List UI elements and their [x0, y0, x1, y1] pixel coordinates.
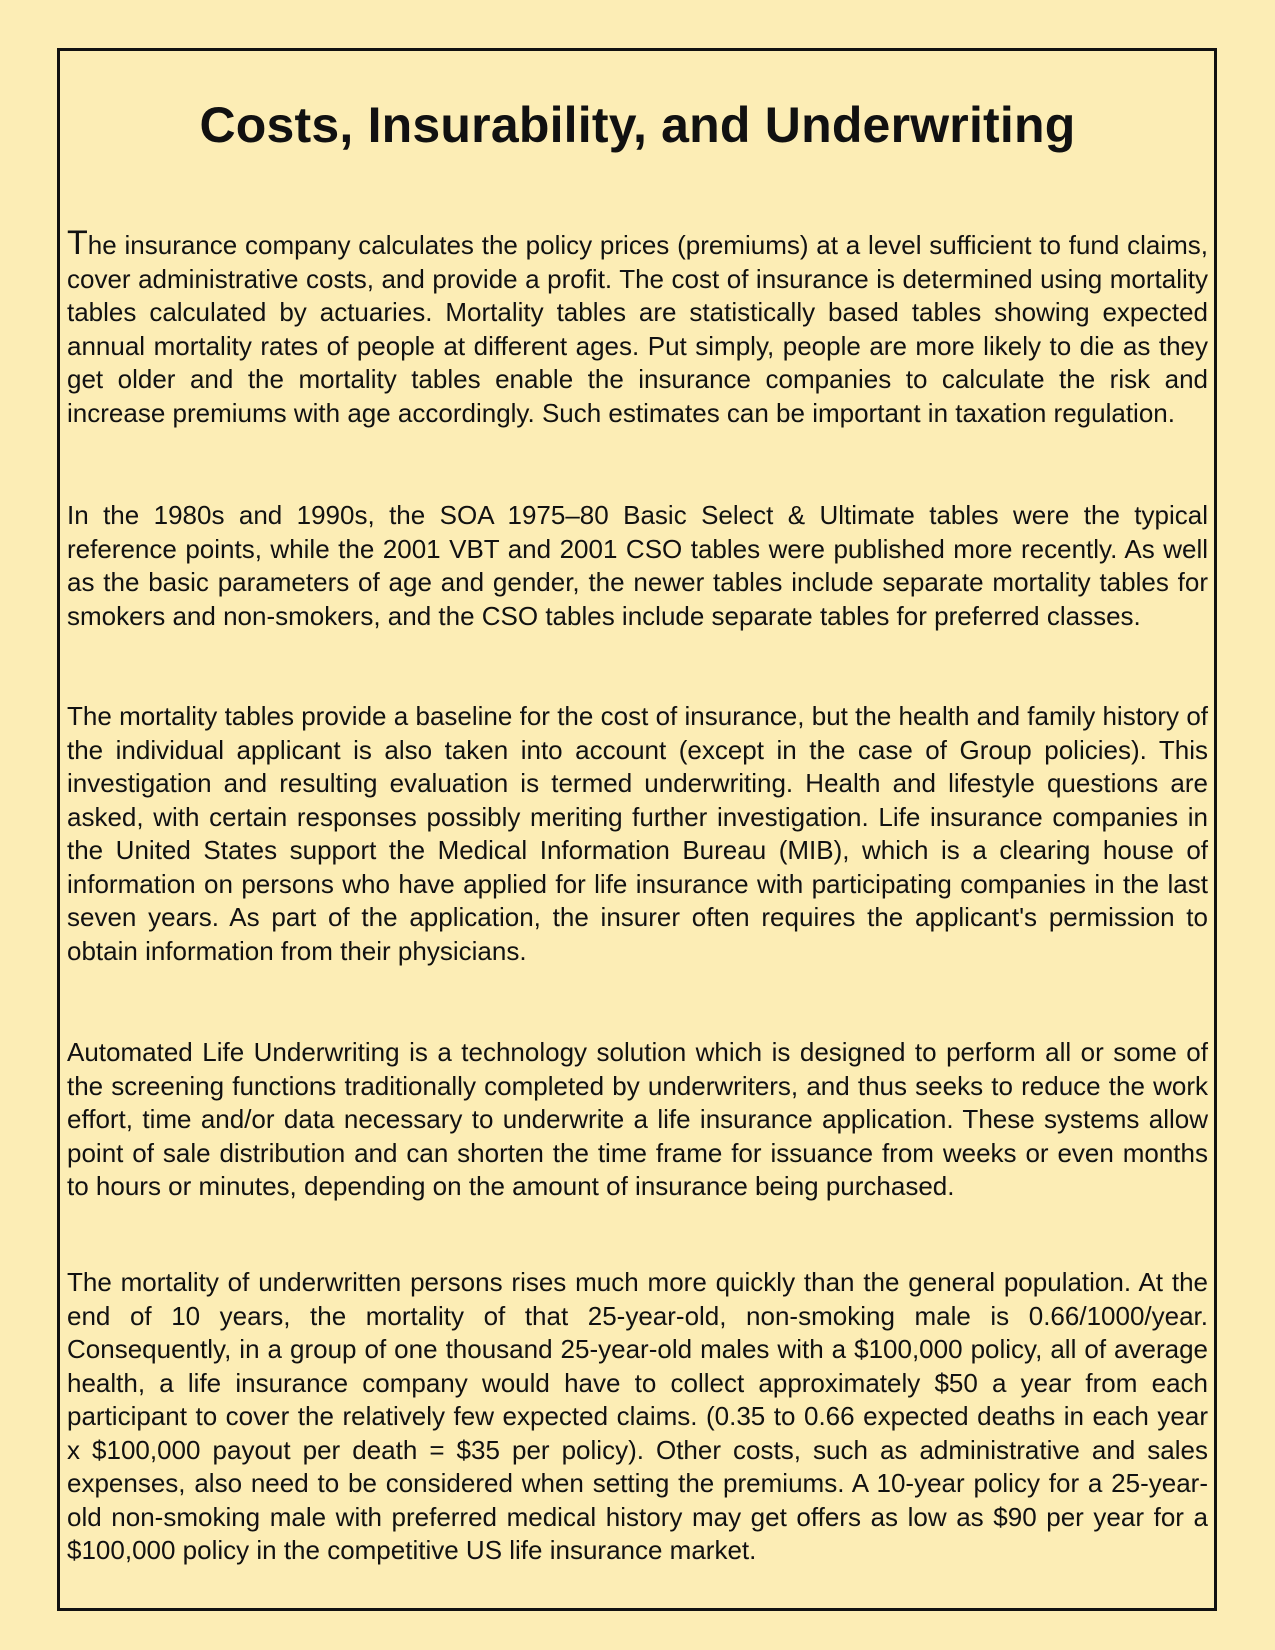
paragraph-mortality-of-underwritten	[67, 1266, 1208, 1568]
paragraph-text: In the 1980s and 1990s, the SOA 1975–80 Basic Select & Ultimate tables were the typical reference points, while the 2001 VBT and 2001 CSO tables were published more recently. As well as the basic parameters of age and gender, the newer tables include separate mortality tables for smokers and non-smokers, and the CSO tables include separate tables for preferred classes.	[67, 500, 1208, 631]
drop-cap: T	[67, 224, 88, 262]
paragraph-mortality-tables-history	[67, 499, 1208, 633]
paragraph-text: The mortality of underwritten persons rises much more quickly than the general population. At the end of 10 years, the mortality of that 25-year-old, non-smoking male is 0.66/1000/year. Consequently, in a group of one thousand 25-year-old males with a $100,000 policy, all of average health, a life insurance company would have to collect approximately $50 a year from each participant to cover the relatively few expected claims. (0.35 to 0.66 expected deaths in each year x $100,000 payout per death = $35 per policy). Other costs, such as administrative and sales expenses, also need to be considered when setting the premiums. A 10-year policy for a 25-year-old non-smoking male with preferred medical history may get offers as low as $90 per year for a $100,000 policy in the competitive US life insurance market.	[67, 1267, 1208, 1565]
paragraph-text: Automated Life Underwriting is a technology solution which is designed to perform all or some of the screening functions traditionally completed by underwriters, and thus seeks to reduce the work effort, time and/or data necessary to underwrite a life insurance application. These systems allow point of sale distribution and can shorten the time frame for issuance from weeks or even months to hours or minutes, depending on the amount of insurance being purchased.	[67, 1037, 1208, 1201]
page-title: Costs, Insurability, and Underwriting	[199, 97, 1076, 153]
paragraph-text: he insurance company calculates the policy prices (premiums) at a level sufficient to fund claims, cover administrative costs, and provide a profit. The cost of insurance is determined using mortality tables calculated by actuaries. Mortality tables are statistically based tables showing expected annual mortality rates of people at different ages. Put simply, people are more likely to die as they get older and the mortality tables enable the insurance companies to calculate the risk and increase premiums with age accordingly. Such estimates can be important in taxation regulation.	[67, 230, 1208, 428]
paragraph-underwriting	[67, 700, 1208, 968]
paragraph-automated-underwriting	[67, 1036, 1208, 1204]
paragraph-text: The mortality tables provide a baseline for the cost of insurance, but the health and family history of the individual applicant is also taken into account (except in the case of Group policies). This investigation and resulting evaluation is termed underwriting. Health and lifestyle questions are asked, with certain responses possibly meriting further investigation. Life insurance companies in the United States support the Medical Information Bureau (MIB), which is a clearing house of information on persons who have applied for life insurance with participating companies in the last seven years. As part of the application, the insurer often requires the applicant's permission to obtain information from their physicians.	[67, 701, 1208, 966]
paragraph-costs	[67, 226, 1208, 430]
